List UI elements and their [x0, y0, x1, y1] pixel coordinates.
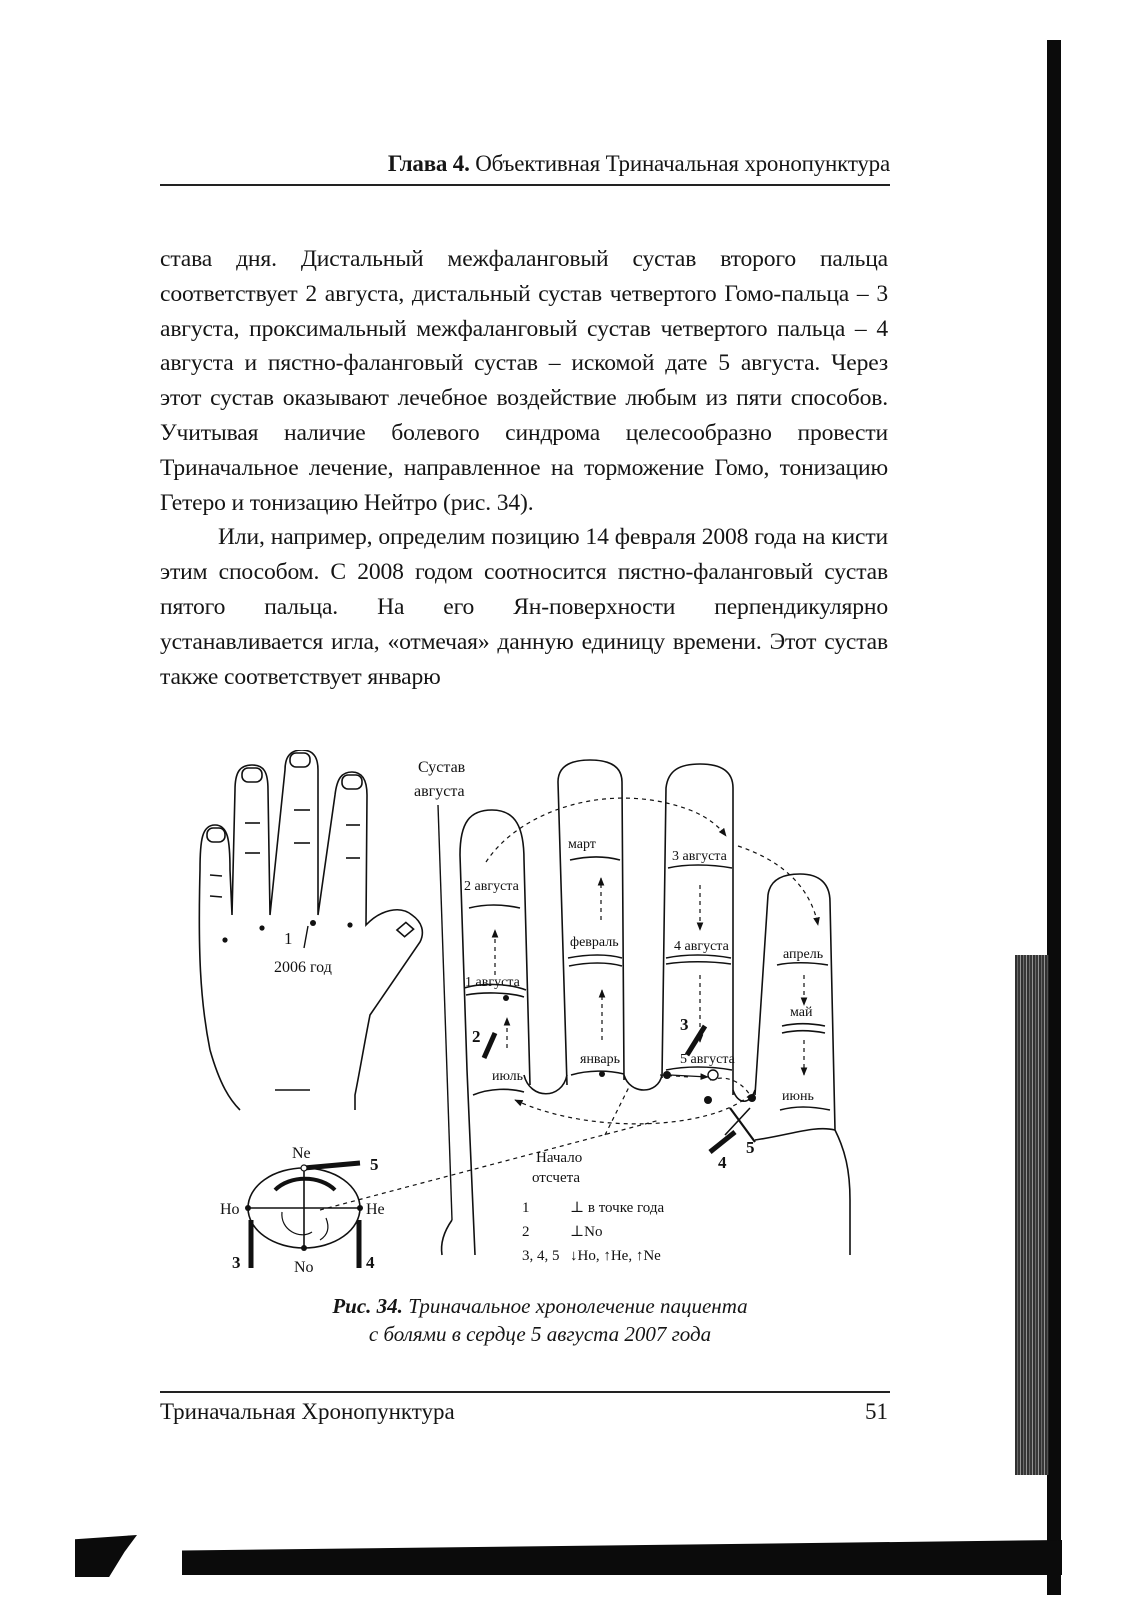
scheme-point-no	[301, 1245, 307, 1251]
point-joint	[748, 1094, 756, 1102]
scan-corner	[75, 1535, 137, 1577]
chapter-title: Объективная Триначальная хронопунктура	[475, 151, 890, 176]
scheme-point-ho	[245, 1205, 251, 1211]
header-rule	[160, 184, 890, 186]
legend-num: 3, 4, 5	[522, 1248, 560, 1264]
start-label-line2: отсчета	[532, 1170, 580, 1186]
footer-rule	[160, 1391, 890, 1393]
label-aug5: 5 августа	[680, 1052, 735, 1067]
label-aug2: 2 августа	[464, 879, 519, 894]
small-hand	[199, 750, 422, 1110]
year-pointer-line	[304, 926, 308, 948]
legend-num: 2	[522, 1224, 530, 1240]
label-march: март	[568, 837, 596, 852]
scan-edge-right	[1047, 40, 1061, 1595]
legend-desc: ⊥No	[570, 1224, 603, 1240]
scan-streak	[1015, 955, 1049, 1475]
scan-edge-bottom	[182, 1540, 1062, 1575]
point-aug1	[503, 995, 509, 1001]
point-joint	[704, 1096, 712, 1104]
start-label-line1: Начало	[536, 1150, 583, 1166]
needle-4	[710, 1132, 735, 1152]
caption-line2: с болями в сердце 5 августа 2007 года	[368, 1322, 712, 1346]
year-2006-label: 2006 год	[274, 959, 332, 976]
point-january	[599, 1071, 605, 1077]
label-january: январь	[580, 1052, 620, 1067]
trinity-scheme	[248, 1163, 360, 1268]
caption-fig-label: Рис. 34.	[332, 1294, 403, 1318]
scheme-ne: Ne	[292, 1145, 311, 1162]
needle-2	[484, 1033, 495, 1058]
label-june: июнь	[782, 1089, 814, 1104]
joint-label-line2: августа	[414, 783, 465, 800]
caption-line1: Триначальное хронолечение пациента	[408, 1294, 748, 1318]
footer-book-title: Триначальная Хронопунктура	[160, 1399, 455, 1424]
flow-arrows	[320, 798, 818, 1210]
running-head	[160, 151, 890, 177]
legend-desc: ↓Ho, ↑He, ↑Ne	[570, 1248, 661, 1264]
year-point	[222, 937, 227, 942]
paragraph-1: става дня. Дистальный межфаланговый сустав второго пальца соответствует 2 августа, дистальный сустав четвертого Гомо-пальца – 3 августа, проксимальный межфаланговый сустав четвертого пальца – 4 августа и пястно-фаланговый сустав – искомой дате 5 августа. Через этот сустав оказывают лечебное воздействие любым из пяти способов. Учитывая наличие болевого синдрома целесообразно провести Триначальное лечение, направленное на торможение Гомо, тонизацию Гетеро и тонизацию Нейтро (рис. 34).	[160, 246, 888, 516]
label-aug4: 4 августа	[674, 939, 729, 954]
scheme-needle-3: 3	[232, 1253, 241, 1272]
needle-4-label: 4	[718, 1153, 727, 1172]
big-hand	[442, 760, 850, 1255]
needle-3-label: 3	[680, 1015, 689, 1034]
aug5-arrow	[670, 1075, 708, 1077]
year-point	[259, 925, 264, 930]
point-open	[708, 1070, 718, 1080]
label-february: февраль	[570, 935, 619, 950]
scheme-point-he	[357, 1205, 363, 1211]
hand-diagram	[190, 750, 890, 1290]
label-aug3: 3 августа	[672, 849, 727, 864]
scheme-ho: Ho	[220, 1201, 240, 1218]
joint-pointer-line	[438, 805, 452, 1220]
marker-1: 1	[284, 929, 293, 948]
scheme-needle-4: 4	[366, 1253, 375, 1272]
body-text	[160, 242, 888, 694]
needle-2-label: 2	[472, 1027, 481, 1046]
needle-5-label: 5	[746, 1138, 755, 1157]
scheme-he: He	[366, 1201, 385, 1218]
page-number: 51	[865, 1399, 888, 1424]
scheme-point-ne	[301, 1165, 307, 1171]
chapter-label: Глава 4.	[387, 151, 470, 176]
label-may: май	[790, 1005, 813, 1020]
joint-label-line1: Сустав	[418, 759, 466, 776]
figure-legend	[522, 1200, 665, 1264]
label-aug1: 1 августа	[465, 975, 520, 990]
legend-desc: ⊥ в точке года	[570, 1200, 665, 1216]
point-aug5	[663, 1071, 671, 1079]
needle-3	[687, 1026, 705, 1055]
figure-34	[190, 750, 890, 1290]
scheme-no: No	[294, 1259, 314, 1276]
figure-caption	[230, 1292, 850, 1348]
scheme-needle-5: 5	[370, 1155, 379, 1174]
legend-num: 1	[522, 1200, 530, 1216]
year-point	[347, 922, 352, 927]
paragraph-2: Или, например, определим позицию 14 февраля 2008 года на кисти этим способом. С 2008 годом соотносится пястно-фаланговый сустав пятого пальца. На его Ян-поверхности перпендикулярно устанавливается игла, «отмечая» данную единицу времени. Этот сустав также соответствует январю	[160, 524, 888, 690]
label-july: июль	[492, 1069, 523, 1084]
year-point	[310, 920, 316, 926]
label-april: апрель	[783, 947, 824, 962]
